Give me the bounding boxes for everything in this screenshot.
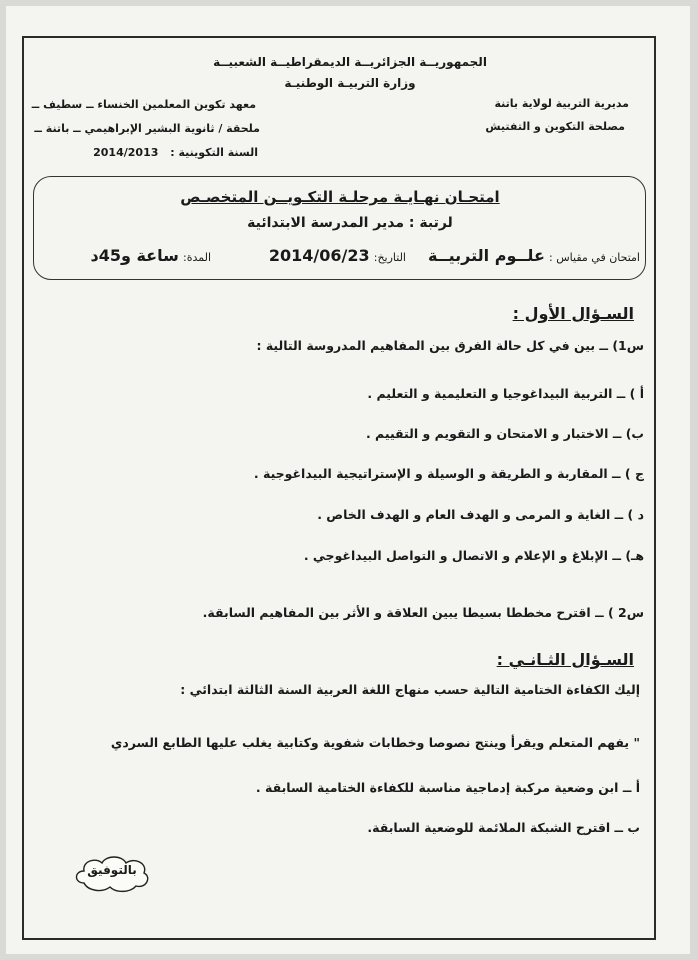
exam-title: امتحـان نهـايـة مرحلـة التكـويــن المتخصـص <box>180 188 500 206</box>
q2-heading: السـؤال الثـانـي : <box>496 650 634 669</box>
q1-prompt: س1) ــ بين في كل حالة الفرق بين المفاهيم المدروسة التالية : <box>256 338 644 353</box>
q1-heading: السـؤال الأول : <box>512 304 634 323</box>
date-value: 2014/06/23 <box>268 246 370 265</box>
training-year <box>93 146 258 159</box>
ministry-title: وزارة التربيـة الوطنيـة <box>284 76 416 90</box>
exam-rank: لرتبة : مدير المدرسة الابتدائية <box>247 215 453 231</box>
duration-field <box>90 246 211 265</box>
training-year-label: السنة التكوينية : <box>170 146 258 159</box>
date-label: التاريخ: <box>373 251 406 264</box>
q1-item-a: أ ) ــ التربية البيداغوجيا و التعليمية و التعليم . <box>367 386 644 401</box>
subject-label: امتحان في مقياس : <box>549 251 640 264</box>
directorate-line: مديرية التربية لولاية باتنة <box>494 97 629 110</box>
q2-task-a: أ ــ ابن وضعية مركبة إدماجية مناسبة للكفاءة الختامية السابقة . <box>255 780 640 795</box>
q1-item-c: ج ) ــ المقاربة و الطريقة و الوسيلة و الإستراتيجية البيداغوجية . <box>253 466 644 481</box>
q1-s2: س2 ) ــ اقترح مخططا بسيطا يبين العلاقة و الأثر بين المفاهيم السابقة. <box>202 605 644 620</box>
subject-field <box>428 246 640 265</box>
q2-quote: " يفهم المتعلم ويقرأ وينتج نصوصا وخطابات شفوية وكتابية يغلب عليها الطابع السردي <box>110 735 640 750</box>
institute-line: معهد تكوين المعلمين الخنساء ــ سطيف ــ <box>31 98 256 111</box>
duration-value: ساعة و45د <box>90 246 179 265</box>
subject-value: علــوم التربيــة <box>427 246 545 265</box>
q1-item-d: د ) ــ الغاية و المرمى و الهدف العام و الهدف الخاص . <box>317 507 644 522</box>
page-border <box>22 36 656 940</box>
q1-item-b: ب) ــ الاختبار و الامتحان و التقويم و التقييم . <box>365 426 644 441</box>
date-field <box>269 246 406 265</box>
closing-text: بالتوفيق <box>87 863 137 877</box>
service-line: مصلحة التكوين و التفتيش <box>485 120 625 133</box>
annex-line: ملحقة / ثانوية البشير الإبراهيمي ــ باتنة ــ <box>34 122 260 135</box>
q2-task-b: ب ــ اقترح الشبكة الملائمة للوضعية السابقة. <box>367 820 640 835</box>
republic-title: الجمهوريــة الجزائريــة الديمقراطيــة الشعبيــة <box>213 55 487 69</box>
q1-item-e: هـ) ــ الإبلاغ و الإعلام و الاتصال و التواصل البيداغوجي . <box>303 548 644 563</box>
duration-label: المدة: <box>182 251 211 264</box>
q2-intro: إليك الكفاءة الختامية التالية حسب منهاج اللغة العربية السنة الثالثة ابتدائي : <box>180 682 640 697</box>
training-year-value: 2014/2013 <box>93 146 159 159</box>
